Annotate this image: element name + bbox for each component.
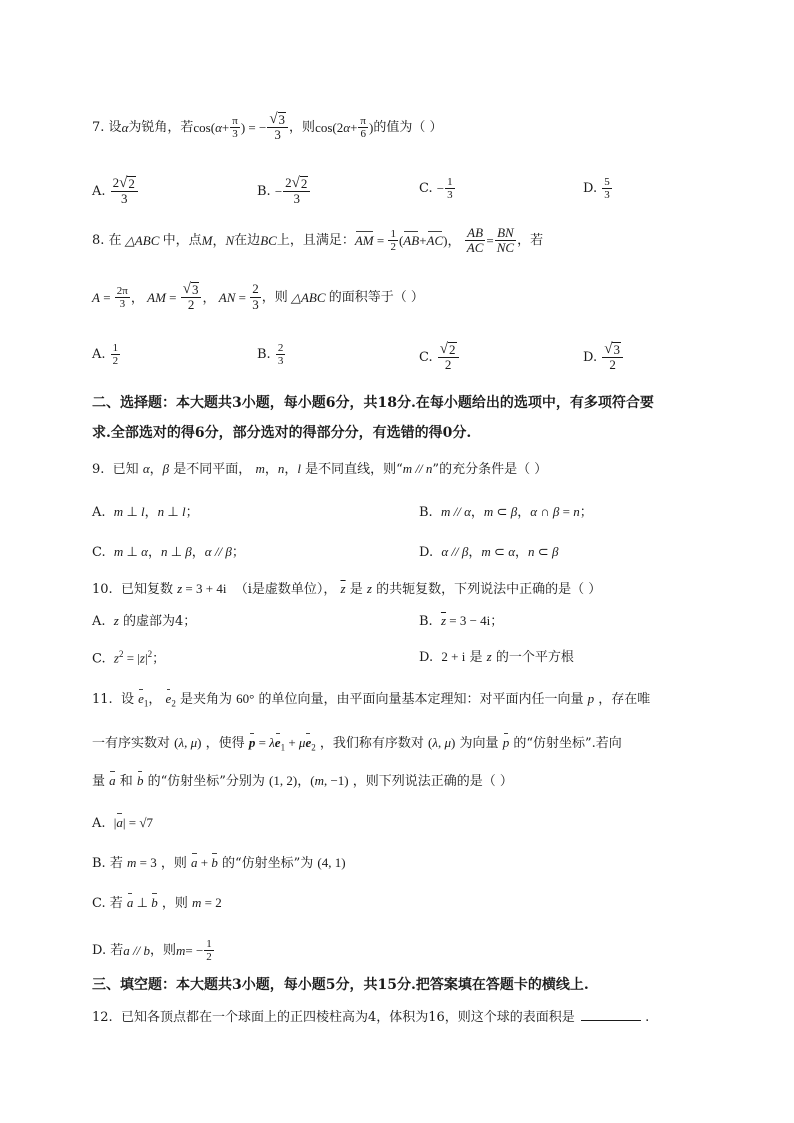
q11-number: 11. xyxy=(92,692,113,707)
q8-option-a[interactable]: A. $\frac{1}{2}$ xyxy=(92,342,119,368)
q9-number: 9. xyxy=(92,462,105,477)
q11-stem-line2: 一有序实数对 (λ, μ) ，使得 $p = \lambda e_1 + \mu e_2$ ，我们称有序数对 (λ, μ) 为向量 p 的“仿射坐标”.若向 xyxy=(92,735,622,753)
q9-stem: 9. 已知 α，β 是不同平面， m，n，l 是不同直线，则“m // n”的充分条件是（ ） xyxy=(92,461,548,477)
q9-option-b[interactable]: B. m // α，m ⊂ β，α ∩ β = n； xyxy=(419,504,593,520)
q10-option-d[interactable]: D. 2 + i 是 z 的一个平方根 xyxy=(419,649,574,665)
q7-option-b[interactable]: B. − 2 √ 2 3 xyxy=(257,176,311,206)
q7-option-c[interactable]: C. − $\frac{1}{3}$ xyxy=(419,176,453,202)
q9-option-c[interactable]: C. m ⊥ α，n ⊥ β，α // β； xyxy=(92,544,245,560)
q10-number: 10. xyxy=(92,582,113,597)
q9-option-d[interactable]: D. α // β，m ⊂ α，n ⊂ β xyxy=(419,544,559,560)
q9-option-a[interactable]: A. m ⊥ l，n ⊥ l； xyxy=(92,504,199,520)
q11-stem-line1: 11. 设 $e_1$， $e_2$ 是夹角为 60° 的单位向量，由平面向量基本定理知：对平面内任一向量 p ，存在唯 xyxy=(92,691,651,709)
q7-number: 7. xyxy=(92,119,105,135)
q8-option-d[interactable]: D. √ 3 2 xyxy=(583,342,624,372)
q8-stem-line1: 8. 在 △ABC 中，点 M ， N 在边 BC 上，且满足： AM = $\frac{1}{2}$ ( AB + AC ) ， $\frac{AB}{AC}$ = $\frac{BN}{NC}$ ，若 xyxy=(92,225,544,256)
q11-option-d[interactable]: D. 若 a // b ，则 m = − $\frac{1}{2}$ xyxy=(92,938,212,964)
q7-option-d[interactable]: D. $\frac{5}{3}$ xyxy=(583,176,610,202)
q12-number: 12. xyxy=(92,1010,113,1025)
section-3-heading: 三、填空题：本大题共3小题，每小题5分，共15分.把答案填在答题卡的横线上. xyxy=(92,977,589,993)
q10-stem: 10. 已知复数 z = 3 + 4i （i是虚数单位）， $\overline{z}$ 是 z 的共轭复数，下列说法中正确的是（ ） xyxy=(92,581,602,597)
q11-option-a[interactable]: A. |a| = √7 xyxy=(92,815,153,831)
q11-option-c[interactable]: C. 若 a ⊥ b ，则 m = 2 xyxy=(92,895,222,911)
q10-option-c[interactable]: C. $z^2 = |z|^2$； xyxy=(92,649,166,667)
q10-option-b[interactable]: B. $\overline{z} = 3 - 4i$； xyxy=(419,613,504,629)
q8-option-c[interactable]: C. √ 2 2 xyxy=(419,342,460,372)
q8-option-b[interactable]: B. $\frac{2}{3}$ xyxy=(257,342,284,368)
q8-number: 8. xyxy=(92,233,105,249)
q12-answer-blank[interactable] xyxy=(581,1008,641,1021)
q12-stem: 12. 已知各顶点都在一个球面上的正四棱柱高为4，体积为16，则这个球的表面积是 . xyxy=(92,1010,650,1025)
q7-stem: 7. 设 α 为锐角，若 cos( α + $\frac{\pi}{3}$ ) = − √ 3 3 ，则 cos(2 α + $\frac{\pi}{6}$ ) 的值为（ ） xyxy=(92,111,443,142)
q11-stem-line3: 量 a 和 b 的“仿射坐标”分别为 (1, 2)，(m, −1) ，则下列说法正确的是（ ） xyxy=(92,773,513,789)
section-2-heading-line2: 求.全部选对的得6分，部分选对的得部分分，有选错的得0分. xyxy=(92,425,472,441)
q8-stem-line2: A = $\frac{2\pi}{3}$ ， AM = √ 3 2 ， AN = $\frac{2}{3}$ ，则 △ABC 的面积等于（ ） xyxy=(92,281,424,312)
q11-option-b[interactable]: B. 若 m = 3 ，则 a + b 的“仿射坐标”为 (4, 1) xyxy=(92,855,346,871)
section-2-heading-line1: 二、选择题：本大题共3小题，每小题6分，共18分.在每小题给出的选项中，有多项符合要 xyxy=(92,395,654,411)
q7-option-a[interactable]: A. 2 √ 2 3 xyxy=(92,176,139,206)
q10-option-a[interactable]: A. z 的虚部为4； xyxy=(92,613,197,629)
